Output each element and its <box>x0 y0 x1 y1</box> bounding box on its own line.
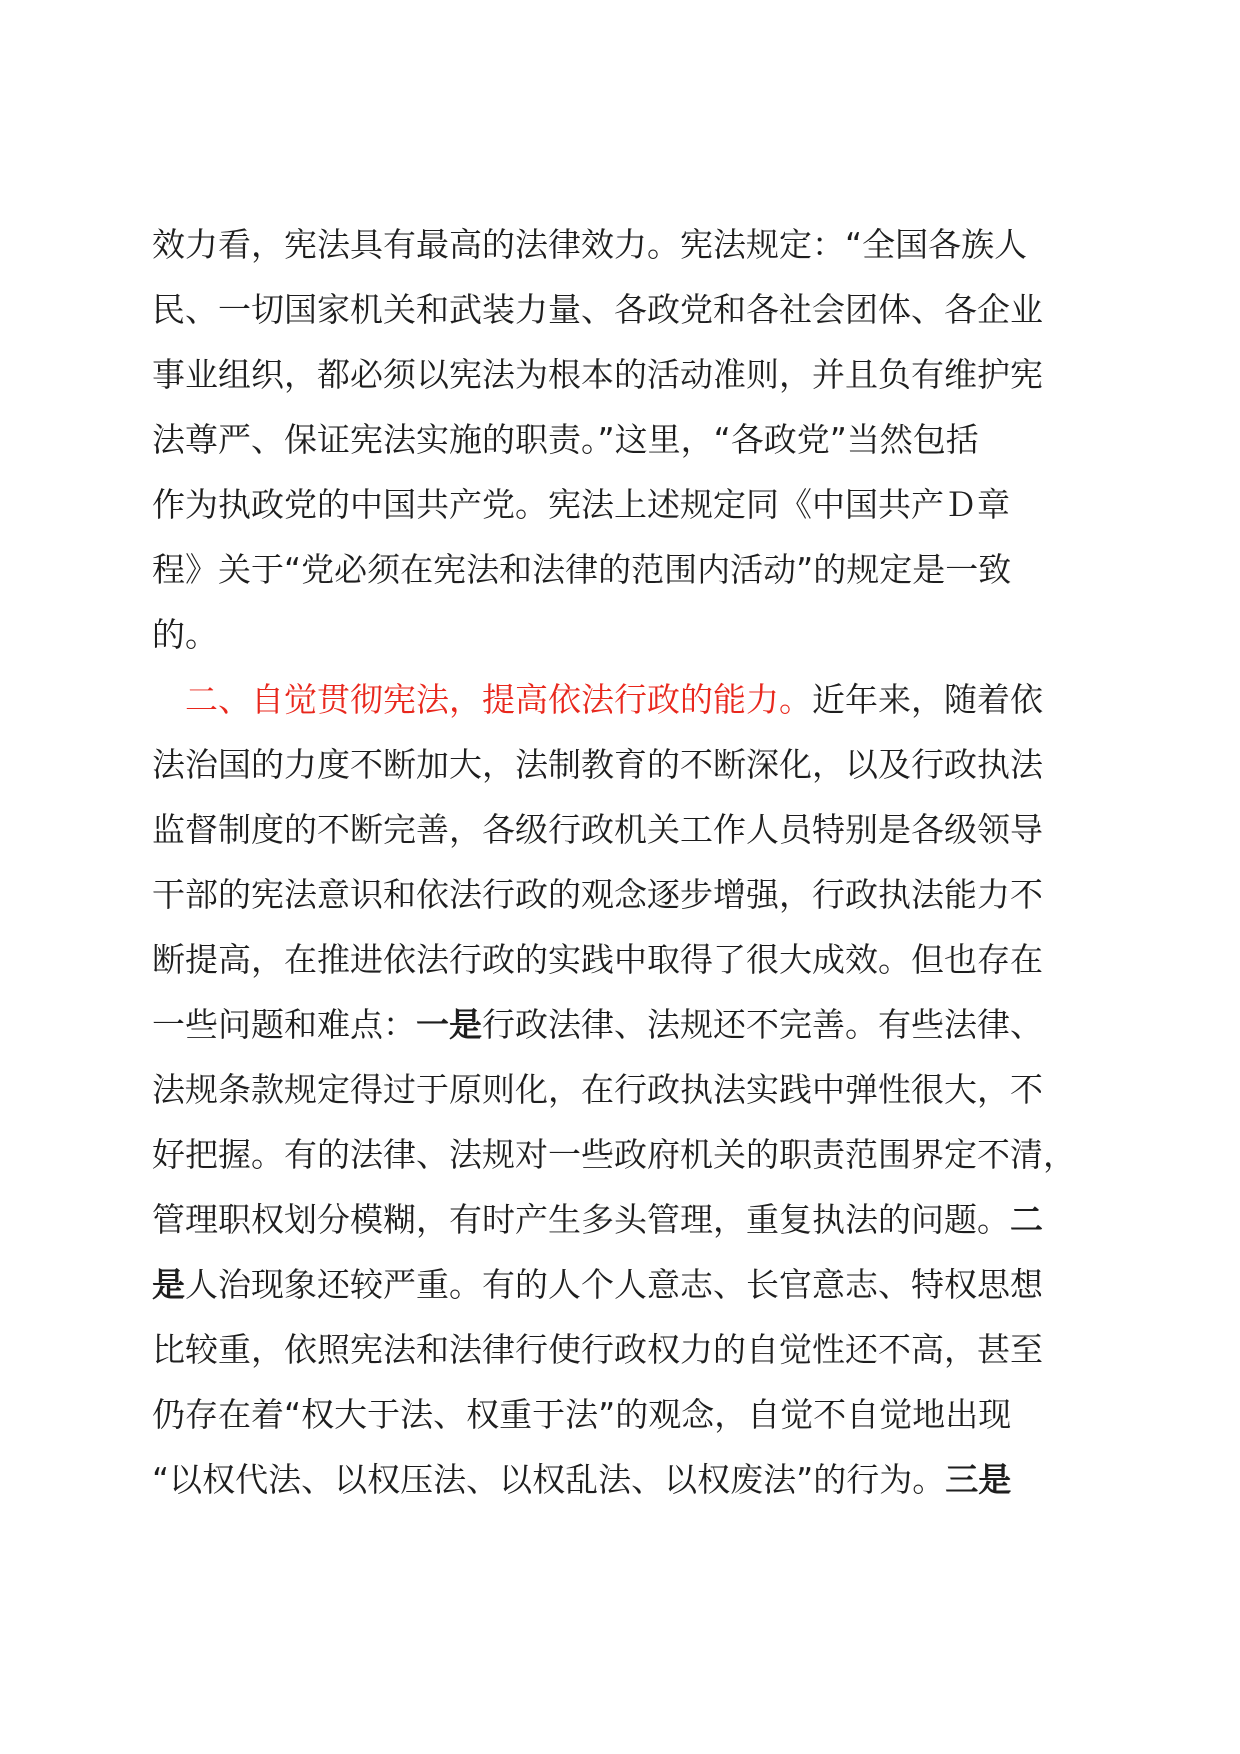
text-line <box>152 667 1072 732</box>
point-marker: 一是 <box>416 1005 482 1044</box>
point-marker: 三是 <box>945 1460 1012 1499</box>
text-line: 的。 <box>152 615 218 654</box>
text-line: 法规条款规定得过于原则化，在行政执法实践中弹性很大，不 <box>152 1070 1043 1109</box>
document-body <box>152 212 1076 1512</box>
paragraph-constitution-effect <box>152 212 1072 667</box>
text-line: 法治国的力度不断加大，法制教育的不断深化，以及行政执法 <box>152 745 1043 784</box>
point-marker: 二 <box>1010 1200 1043 1239</box>
section-heading: 二、自觉贯彻宪法，提高依法行政的能力。 <box>185 680 812 719</box>
text-line: 民、一切国家机关和武装力量、各政党和各社会团体、各企业 <box>152 290 1043 329</box>
text-line: 法尊严、保证宪法实施的职责。”这里，“各政党”当然包括 <box>152 420 979 459</box>
text-line <box>152 992 1072 1057</box>
text-line: 仍存在着“权大于法、权重于法”的观念，自觉不自觉地出现 <box>152 1395 1012 1434</box>
paragraph-implement-constitution <box>152 667 1076 1512</box>
text-line: 作为执政党的中国共产党。宪法上述规定同《中国共产Ｄ章 <box>152 485 1010 524</box>
text-line: 比较重，依照宪法和法律行使行政权力的自觉性还不高，甚至 <box>152 1330 1043 1369</box>
text-span: 人治现象还较严重。有的人个人意志、长官意志、特权思想 <box>185 1265 1043 1304</box>
text-line: 事业组织，都必须以宪法为根本的活动准则，并且负有维护宪 <box>152 355 1043 394</box>
text-line <box>152 1447 1072 1512</box>
text-span: “以权代法、以权压法、以权乱法、以权废法”的行为。 <box>152 1460 946 1499</box>
text-line: 好把握。有的法律、法规对一些政府机关的职责范围界定不清， <box>152 1135 1076 1174</box>
point-marker: 是 <box>152 1265 185 1304</box>
text-line: 效力看，宪法具有最高的法律效力。宪法规定：“全国各族人 <box>152 225 1028 264</box>
text-line <box>152 1187 1072 1252</box>
text-line: 断提高，在推进依法行政的实践中取得了很大成效。但也存在 <box>152 940 1043 979</box>
text-line: 干部的宪法意识和依法行政的观念逐步增强，行政执法能力不 <box>152 875 1043 914</box>
text-line: 程》关于“党必须在宪法和法律的范围内活动”的规定是一致 <box>152 550 1012 589</box>
text-line: 监督制度的不断完善，各级行政机关工作人员特别是各级领导 <box>152 810 1043 849</box>
text-span: 管理职权划分模糊，有时产生多头管理，重复执法的问题。 <box>152 1200 1010 1239</box>
text-line <box>152 1252 1072 1317</box>
text-span: 行政法律、法规还不完善。有些法律、 <box>482 1005 1043 1044</box>
text-span: 一些问题和难点： <box>152 1005 416 1044</box>
text-span: 近年来，随着依 <box>812 680 1043 719</box>
